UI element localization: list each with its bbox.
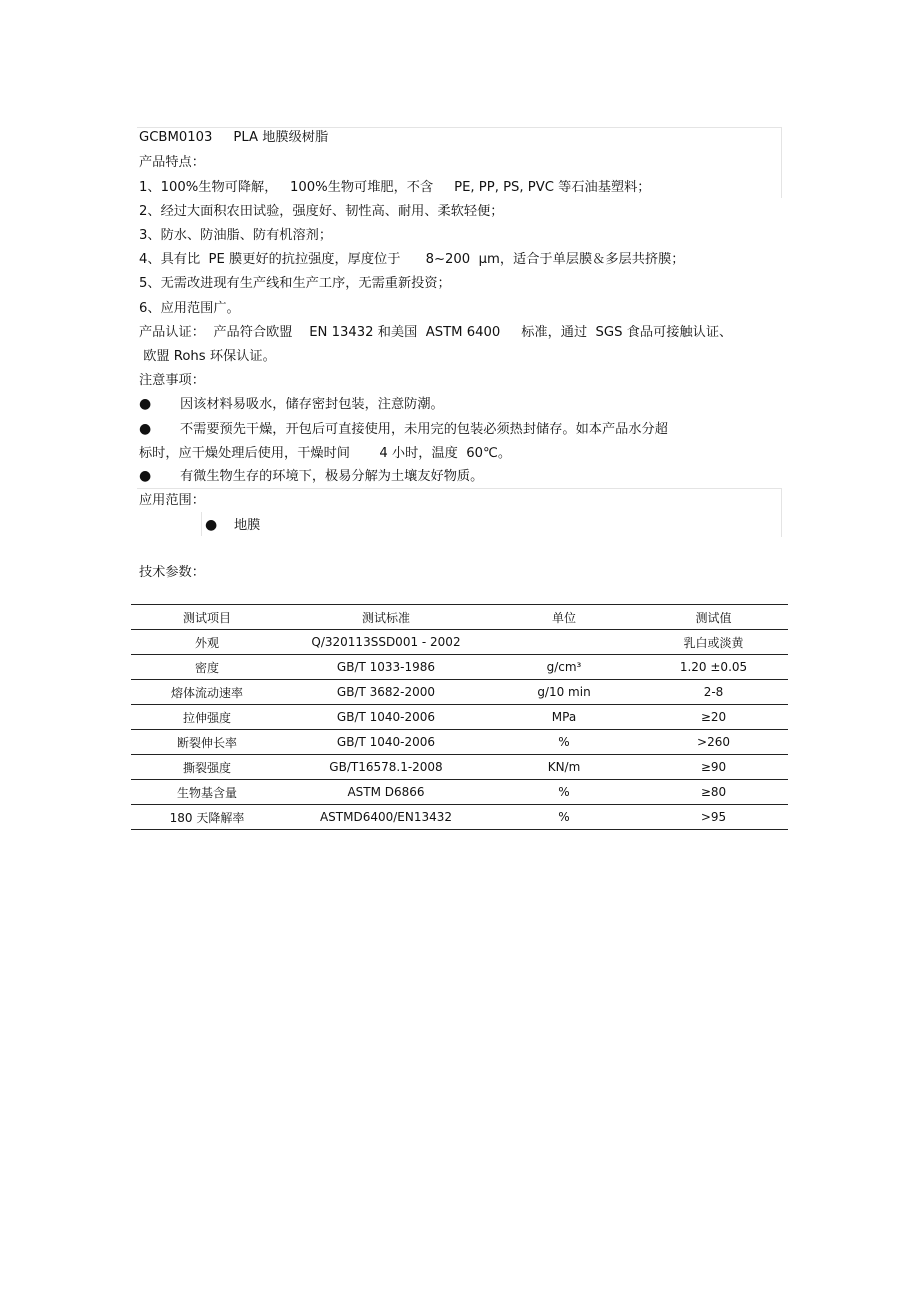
table-cell: ≥80 [639, 780, 788, 805]
note-item: 不需要预先干燥，开包后可直接使用，未用完的包装必须热封储存。如本产品水分超 [180, 422, 668, 437]
table-row [131, 730, 788, 755]
table-row [131, 655, 788, 680]
table-cell: GB/T 3682-2000 [283, 680, 489, 705]
feature-item: 2、经过大面积农田试验，强度好、韧性高、耐用、柔软轻便； [139, 204, 504, 219]
column-header: 单位 [489, 605, 639, 630]
table-cell: 撕裂强度 [131, 755, 283, 780]
bullet-icon: ● [139, 421, 152, 437]
table-cell: ASTM D6866 [283, 780, 489, 805]
table-cell: 1.20 ±0.05 [639, 655, 788, 680]
table-cell: % [489, 730, 639, 755]
application-heading: 应用范围： [139, 493, 205, 508]
table-cell: 断裂伸长率 [131, 730, 283, 755]
table-cell: 乳白或淡黄 [639, 630, 788, 655]
note-item: 有微生物生存的环境下，极易分解为土壤友好物质。 [180, 469, 484, 484]
table-cell: % [489, 805, 639, 830]
note-item: 因该材料易吸水，储存密封包装，注意防潮。 [180, 397, 444, 412]
note-item-continued: 标时，应干燥处理后使用，干燥时间 4 小时，温度 60℃。 [139, 446, 512, 461]
table-cell: 180 天降解率 [131, 805, 283, 830]
notes-heading: 注意事项： [139, 373, 205, 388]
bullet-icon: ● [139, 396, 152, 412]
column-header: 测试项目 [131, 605, 283, 630]
table-cell: GB/T 1040-2006 [283, 730, 489, 755]
document-title: GCBM0103 PLA 地膜级树脂 [139, 130, 329, 145]
table-cell: 密度 [131, 655, 283, 680]
table-cell: 2-8 [639, 680, 788, 705]
tech-heading: 技术参数： [139, 565, 205, 580]
table-cell: ≥90 [639, 755, 788, 780]
table-cell: 生物基含量 [131, 780, 283, 805]
table-cell: Q/320113SSD001 - 2002 [283, 630, 489, 655]
table-cell: GB/T 1033-1986 [283, 655, 489, 680]
table-cell: MPa [489, 705, 639, 730]
feature-item: 5、无需改进现有生产线和生产工序，无需重新投资； [139, 276, 451, 291]
table-cell: % [489, 780, 639, 805]
table-cell: g/cm³ [489, 655, 639, 680]
table-cell: KN/m [489, 755, 639, 780]
application-item: 地膜 [234, 518, 261, 533]
table-cell: >95 [639, 805, 788, 830]
table-cell [489, 630, 639, 655]
bullet-icon: ● [139, 468, 152, 484]
table-row [131, 630, 788, 655]
feature-item: 1、100%生物可降解， 100%生物可堆肥，不含 PE, PP, PS, PVC 等石油基塑料； [139, 180, 651, 195]
certification-text: 产品认证： 产品符合欧盟 EN 13432 和美国 ASTM 6400 标准，通过 SGS 食品可接触认证、 [139, 325, 733, 340]
table-header-row [131, 605, 788, 630]
table-cell: 拉伸强度 [131, 705, 283, 730]
table-cell: 外观 [131, 630, 283, 655]
table-cell: 熔体流动速率 [131, 680, 283, 705]
certification-text-continued: 欧盟 Rohs 环保认证。 [139, 349, 276, 364]
feature-item: 4、具有比 PE 膜更好的抗拉强度，厚度位于 8~200 μm，适合于单层膜＆多层共挤膜； [139, 252, 685, 267]
application-frame-divider [201, 512, 202, 536]
feature-item: 6、应用范围广。 [139, 301, 240, 316]
feature-item: 3、防水、防油脂、防有机溶剂； [139, 228, 333, 243]
table-cell: ≥20 [639, 705, 788, 730]
table-cell: ASTMD6400/EN13432 [283, 805, 489, 830]
column-header: 测试标准 [283, 605, 489, 630]
table-row [131, 755, 788, 780]
column-header: 测试值 [639, 605, 788, 630]
table-cell: >260 [639, 730, 788, 755]
features-heading: 产品特点： [139, 155, 205, 170]
table-row [131, 780, 788, 805]
table-cell: g/10 min [489, 680, 639, 705]
table-row [131, 805, 788, 830]
table-cell: GB/T 1040-2006 [283, 705, 489, 730]
table-row [131, 705, 788, 730]
table-cell: GB/T16578.1-2008 [283, 755, 489, 780]
bullet-icon: ● [205, 517, 218, 533]
spec-table [131, 604, 788, 830]
table-row [131, 680, 788, 705]
